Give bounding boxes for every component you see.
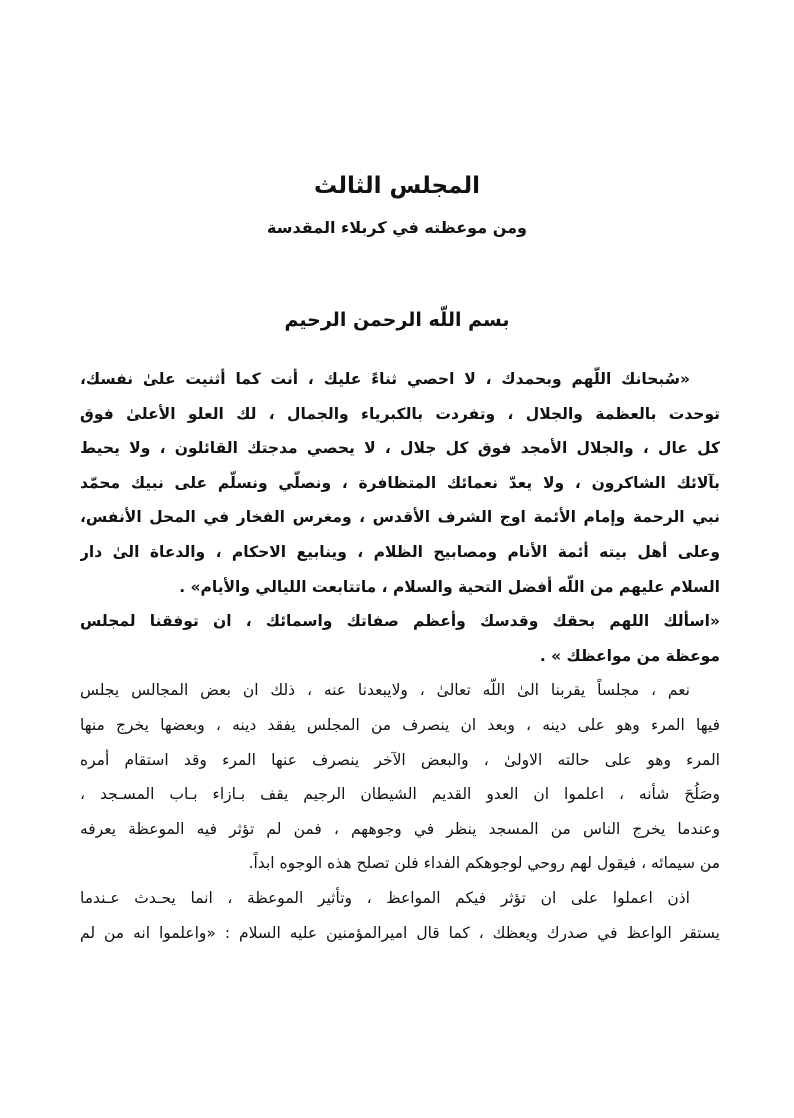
text-line: اذن اعملوا على ان تؤثر فيكم المواعظ ، وتأثير الموعظة ، انما يحـدث عـندما <box>80 888 690 907</box>
paragraph-request <box>80 604 720 673</box>
text-line: وصَلُحَ شأنه ، اعلموا ان العدو القديم الشيطان الرجيم يقف بـازاء بـاب المسـجد ، <box>80 785 720 804</box>
text-line: وعلى أهل بيته أئمة الأنام ومصابيح الظلام ، وينابيع الاحكام ، والدعاة الىٰ دار <box>80 542 720 561</box>
text-line: نبي الرحمة وإمام الأئمة اوج الشرف الأقدس ، ومغرس الفخار في المحل الأنفس، <box>80 508 720 527</box>
text-line: «اسألك اللهم بحقك وقدسك وأعظم صفاتك واسمائك ، ان توفقنا لمجلس <box>80 612 720 631</box>
body-text <box>80 362 720 950</box>
paragraph-majalis <box>80 673 720 881</box>
text-line: نعم ، مجلساً يقربنا الىٰ اللّه تعالىٰ ، ولايبعدنا عنه ، ذلك ان بعض المجالس يجلس <box>80 681 690 700</box>
page-title: المجلس الثالث <box>314 173 480 199</box>
text-line: توحدت بالعظمة والجلال ، وتفردت بالكبرياء والجمال ، لك العلو الأعلىٰ فوق <box>80 404 720 423</box>
text-line: وعندما يخرج الناس من المسجد ينظر في وجوههم ، فمن لم تؤثر فيه الموعظة يعرفه <box>80 819 720 838</box>
text-line: يستقر الواعظ في صدرك ويعظك ، كما قال اميرالمؤمنين عليه السلام : «واعلموا انه من لم <box>80 923 720 942</box>
paragraph-supplication <box>80 362 720 604</box>
text-line: المرء وهو على حالته الاولىٰ ، والبعض الآخر ينصرف عنها المرء وقد استقام أمره <box>80 750 720 769</box>
text-line: موعظة من مواعظك » . <box>539 646 720 665</box>
paragraph-mawaiz <box>80 881 720 950</box>
text-line: السلام عليهم من اللّه أفضل التحية والسلام ، ماتتابعت الليالي والأيام» . <box>179 577 720 596</box>
basmala-heading: بسم اللّه الرحمن الرحيم <box>284 309 510 331</box>
page-subtitle: ومن موعظته في كربلاء المقدسة <box>267 218 527 237</box>
text-line: «سُبحانك اللّهم وبحمدك ، لا احصي ثناءً عليك ، أنت كما أثنيت علىٰ نفسك، <box>80 370 690 388</box>
text-line: فيها المرء وهو على دينه ، وبعد ان ينصرف من المجلس يفقد دينه ، وبعضها يخرج منها <box>80 715 720 734</box>
text-line: من سيمائه ، فيقول لهم روحي لوجوهكم الفداء فلن تصلح هذه الوجوه ابداً. <box>248 854 720 873</box>
text-line: كل عال ، والجلال الأمجد فوق كل جلال ، لا يحصي مدجتك القائلون ، ولا يحيط <box>80 439 720 458</box>
text-line: بآلائك الشاكرون ، ولا يعدّ نعمائك المتظافرة ، ونصلّي ونسلّم على نبيك محمّد <box>80 473 720 492</box>
